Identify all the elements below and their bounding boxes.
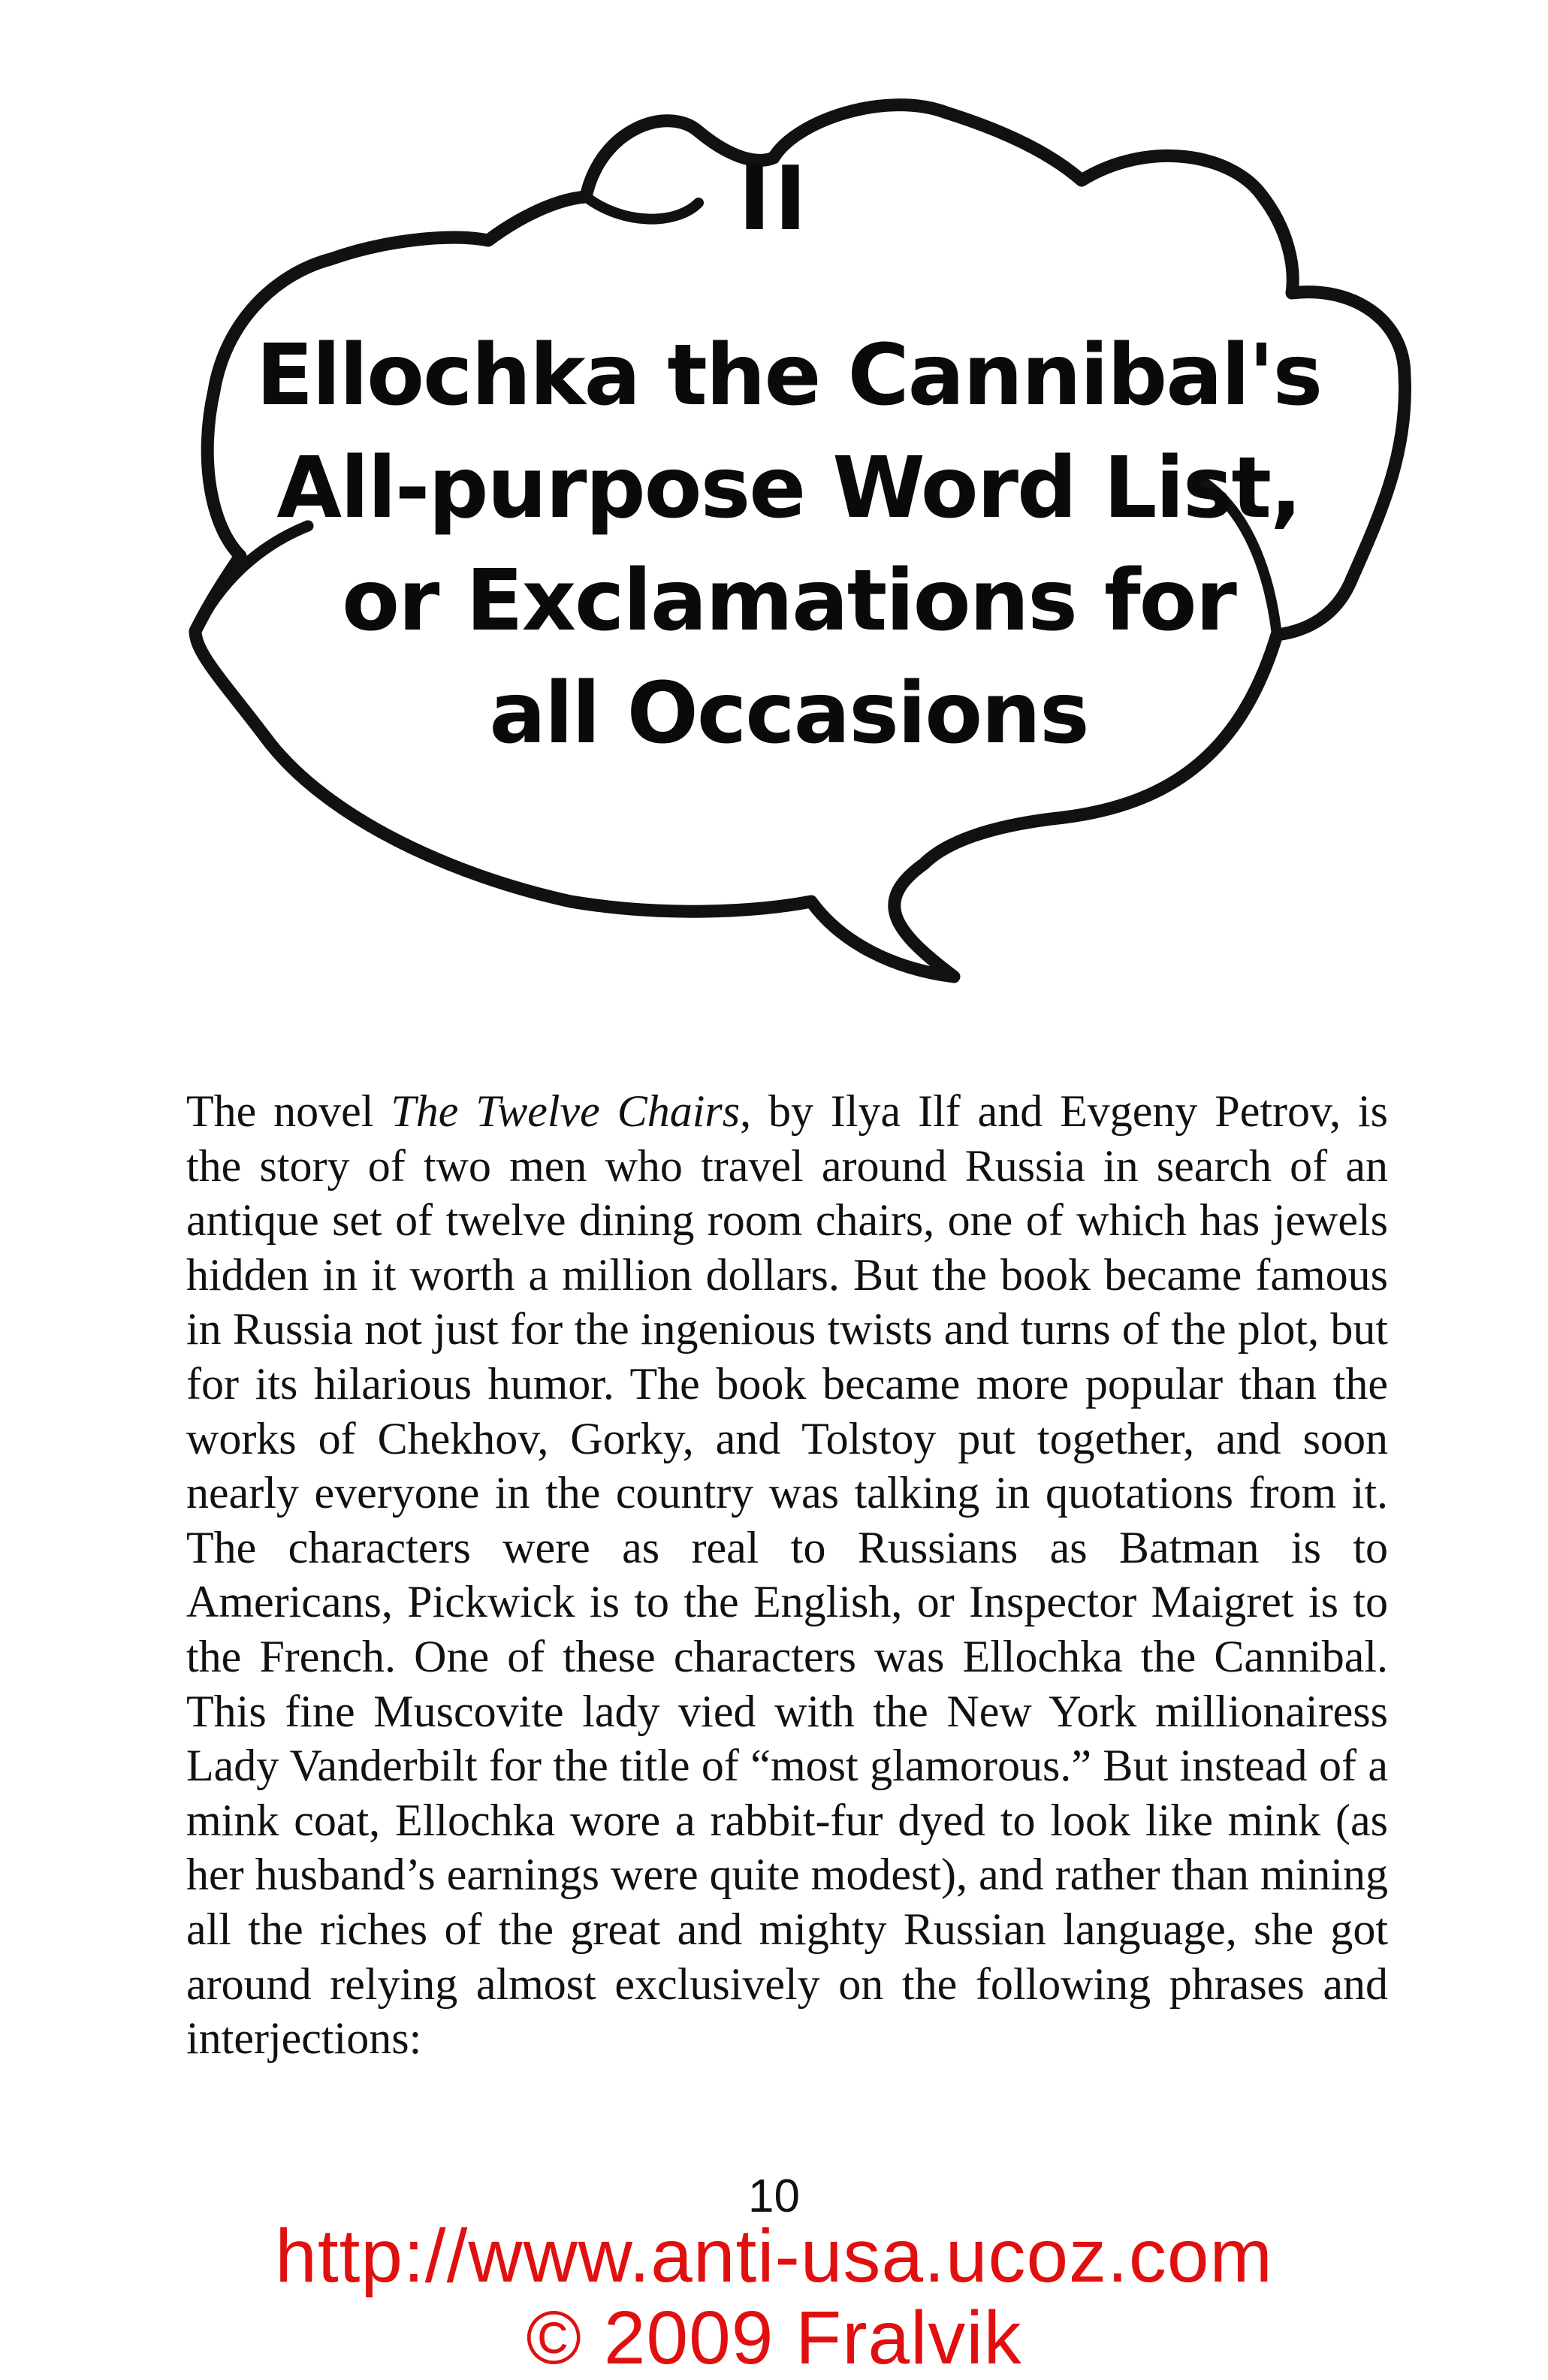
watermark-copyright: © 2009 Fralvik — [526, 2296, 1022, 2380]
page-number: 10 — [748, 2170, 800, 2222]
chapter-number: II — [738, 146, 810, 250]
body-prefix: The novel — [186, 1086, 391, 1136]
body-text: , by Ilya Ilf and Evgeny Petrov, is the story of two men who travel around Russia in search of an antique set of twelve dining room chairs, one of which has jewels hidden in it worth a million dollars. But the book became famous in Russia not just for the ingenious twists and turns of the plot, but for its hilarious humor. The book became more popular than the works of Chekhov, Gorky, and Tolstoy put together, and soon nearly everyone in the country was talking in quotations from it. The characters were as real to Russians as Batman is to Americans, Pickwick is to the English, or Inspector Maigret is to the French. One of these characters was Ellochka the Cannibal. This fine Muscovite lady vied with the New York millionairess Lady Vanderbilt for the title of “most glamorous.” But instead of a mink coat, Ellochka wore a rabbit-fur dyed to look like mink (as her husband’s earnings were quite modest), and rather than mining all the riches of the great and mighty Russian language, she got around relying almost exclusively on the following phrases and interjections: — [186, 1086, 1388, 2064]
chapter-title-line: All-purpose Word List, — [276, 439, 1301, 537]
watermark-url: http://www.anti-usa.ucoz.com — [275, 2214, 1273, 2298]
chapter-title-line: or Exclamations for — [342, 552, 1236, 650]
chapter-title-line: all Occasions — [489, 665, 1088, 763]
body-paragraph — [186, 1084, 1388, 2066]
chapter-title-line: Ellochka the Cannibal's — [255, 327, 1322, 424]
chapter-title — [248, 319, 1329, 770]
book-title: The Twelve Chairs — [391, 1086, 741, 1136]
